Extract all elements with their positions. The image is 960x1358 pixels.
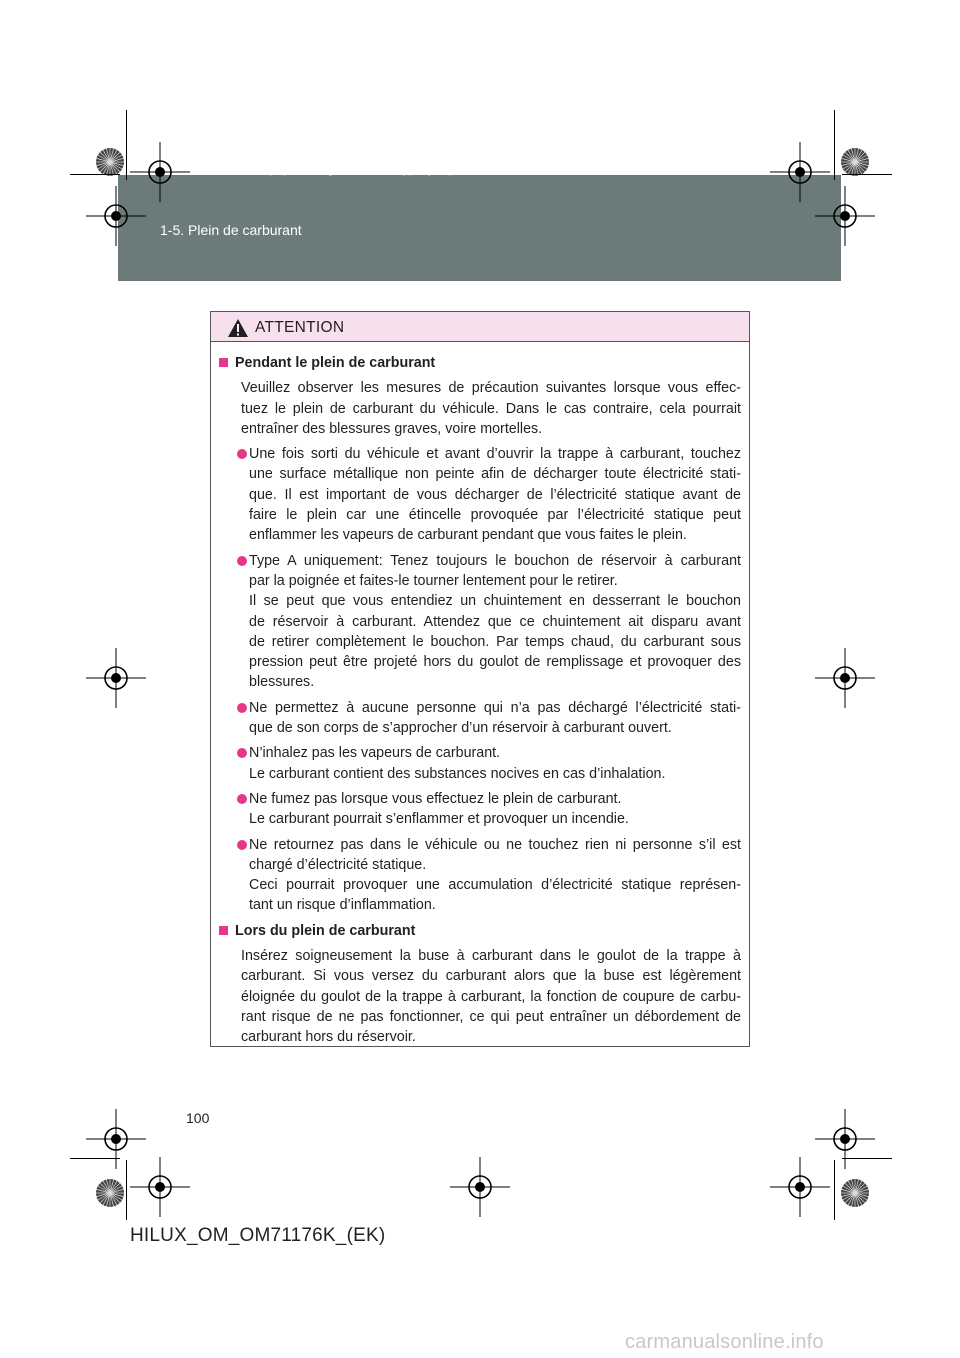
crop-mark (842, 1158, 892, 1159)
fuel-paragraph (219, 946, 741, 1047)
text-line: Une fois sorti du véhicule et avant d’ouvrir la trappe à carburant, touchez (249, 446, 741, 463)
book-stamp: HILUX_OM_OM71176K_(EK).book Page 100 Wednesday, May 16, 2012 2:32 PM (178, 168, 519, 177)
crop-mark (834, 110, 835, 180)
text-line: rant risque de ne pas fonctionner, ce qui peut entraîner un débordement de (241, 1008, 741, 1025)
text-line: Il se peut que vous entendiez un chuintement en desserrant le bouchon (249, 593, 741, 610)
text-line: pression peut être projeté hors du goulot de remplissage et provoquer des (249, 654, 741, 671)
registration-crosshair-icon (86, 648, 146, 708)
text-line: Ceci pourrait provoquer une accumulation d’électricité statique représen- (249, 877, 741, 894)
text-line: Ne fumez pas lorsque vous effectuez le plein de carburant. (249, 790, 622, 807)
round-bullet-icon (237, 748, 247, 758)
text-line: que de son corps de s’approcher d’un réservoir à carburant ouvert. (249, 720, 672, 737)
square-bullet-icon (219, 358, 228, 367)
registration-crosshair-icon (450, 1157, 510, 1217)
attention-title: ATTENTION (255, 319, 345, 336)
square-bullet-icon (219, 926, 228, 935)
text-line: Ne permettez à aucune personne qui n’a pas déchargé l’électricité stati- (249, 699, 741, 716)
text-line: N’inhalez pas les vapeurs de carburant. (249, 745, 501, 762)
text-line: éloignée du goulot de la trappe à carburant, la fonction de coupure de carbu- (241, 988, 741, 1005)
text-line: faire le plein car une étincelle provoquée par l’électricité statique peut (249, 507, 741, 524)
page-number: 100 (186, 1110, 210, 1126)
attention-body (211, 342, 749, 1048)
registration-crosshair-icon (86, 186, 146, 246)
text-line: Le carburant contient des substances nocives en cas d’inhalation. (249, 765, 666, 782)
text-line: chargé d’électricité statique. (249, 856, 427, 873)
registration-crosshair-icon (815, 186, 875, 246)
bullet-item (219, 835, 741, 916)
text-line: de réservoir à carburant. Attendez que ce chuintement ait disparu avant (249, 613, 741, 630)
text-line: que. Il est important de vous décharger de l’électricité statique avant de (249, 486, 741, 503)
registration-starburst-icon (840, 1178, 870, 1208)
crop-mark (126, 1160, 127, 1220)
bullet-item (219, 698, 741, 739)
registration-crosshair-icon (130, 1157, 190, 1217)
section-heading (219, 921, 741, 941)
crop-mark (842, 174, 892, 175)
round-bullet-icon (237, 840, 247, 850)
registration-crosshair-icon (815, 648, 875, 708)
section-heading-text: Lors du plein de carburant (235, 922, 416, 939)
registration-starburst-icon (840, 147, 870, 177)
crop-mark (126, 110, 127, 180)
registration-crosshair-icon (770, 1157, 830, 1217)
bullet-item (219, 444, 741, 545)
bullet-item (219, 551, 741, 693)
attention-header (211, 312, 749, 342)
round-bullet-icon (237, 556, 247, 566)
text-line: par la poignée et faites-le tourner lentement pour le retirer. (249, 572, 618, 589)
crop-mark (70, 1158, 120, 1159)
text-line: Type A uniquement: Tenez toujours le bouchon de réservoir à carburant (249, 552, 741, 569)
bullet-item (219, 743, 741, 784)
text-line: Veuillez observer les mesures de précaution suivantes lorsque vous effec- (241, 380, 741, 397)
round-bullet-icon (237, 703, 247, 713)
bullet-item (219, 789, 741, 830)
text-line: carburant hors du réservoir. (241, 1029, 416, 1046)
watermark: carmanualsonline.info (625, 1331, 824, 1353)
registration-starburst-icon (95, 1178, 125, 1208)
text-line: carburant. Si vous versez du carburant alors que la buse est légèrement (241, 968, 741, 985)
section-heading-text: Pendant le plein de carburant (235, 355, 436, 371)
section-heading (219, 353, 741, 373)
intro-paragraph (219, 378, 741, 439)
section-title: 1-5. Plein de carburant (160, 222, 302, 238)
text-line: de retirer complètement le bouchon. Par temps chaud, du carburant sous (249, 633, 741, 650)
text-line: enflammer les vapeurs de carburant pendant que vous faites le plein. (249, 527, 687, 544)
crop-mark (834, 1160, 835, 1220)
text-line: tant un risque d’inflammation. (249, 897, 436, 914)
text-line: tuez le plein de carburant du véhicule. Dans le cas contraire, cela pourrait (241, 400, 741, 417)
registration-starburst-icon (95, 147, 125, 177)
round-bullet-icon (237, 449, 247, 459)
text-line: Ne retournez pas dans le véhicule ou ne touchez rien ni personne s’il est (249, 836, 741, 853)
round-bullet-icon (237, 794, 247, 804)
document-code: HILUX_OM_OM71176K_(EK) (130, 1225, 386, 1246)
text-line: Insérez soigneusement la buse à carburant dans le goulot de la trappe à (241, 948, 741, 965)
warning-triangle-icon (227, 318, 249, 338)
crop-mark (70, 174, 120, 175)
text-line: une surface métallique non peinte afin de décharger toute électricité stati- (249, 466, 741, 483)
attention-box (210, 311, 750, 1047)
text-line: blessures. (249, 674, 315, 691)
text-line: Le carburant pourrait s’enflammer et provoquer un incendie. (249, 811, 629, 828)
text-line: entraîner des blessures graves, voire mortelles. (241, 420, 543, 437)
